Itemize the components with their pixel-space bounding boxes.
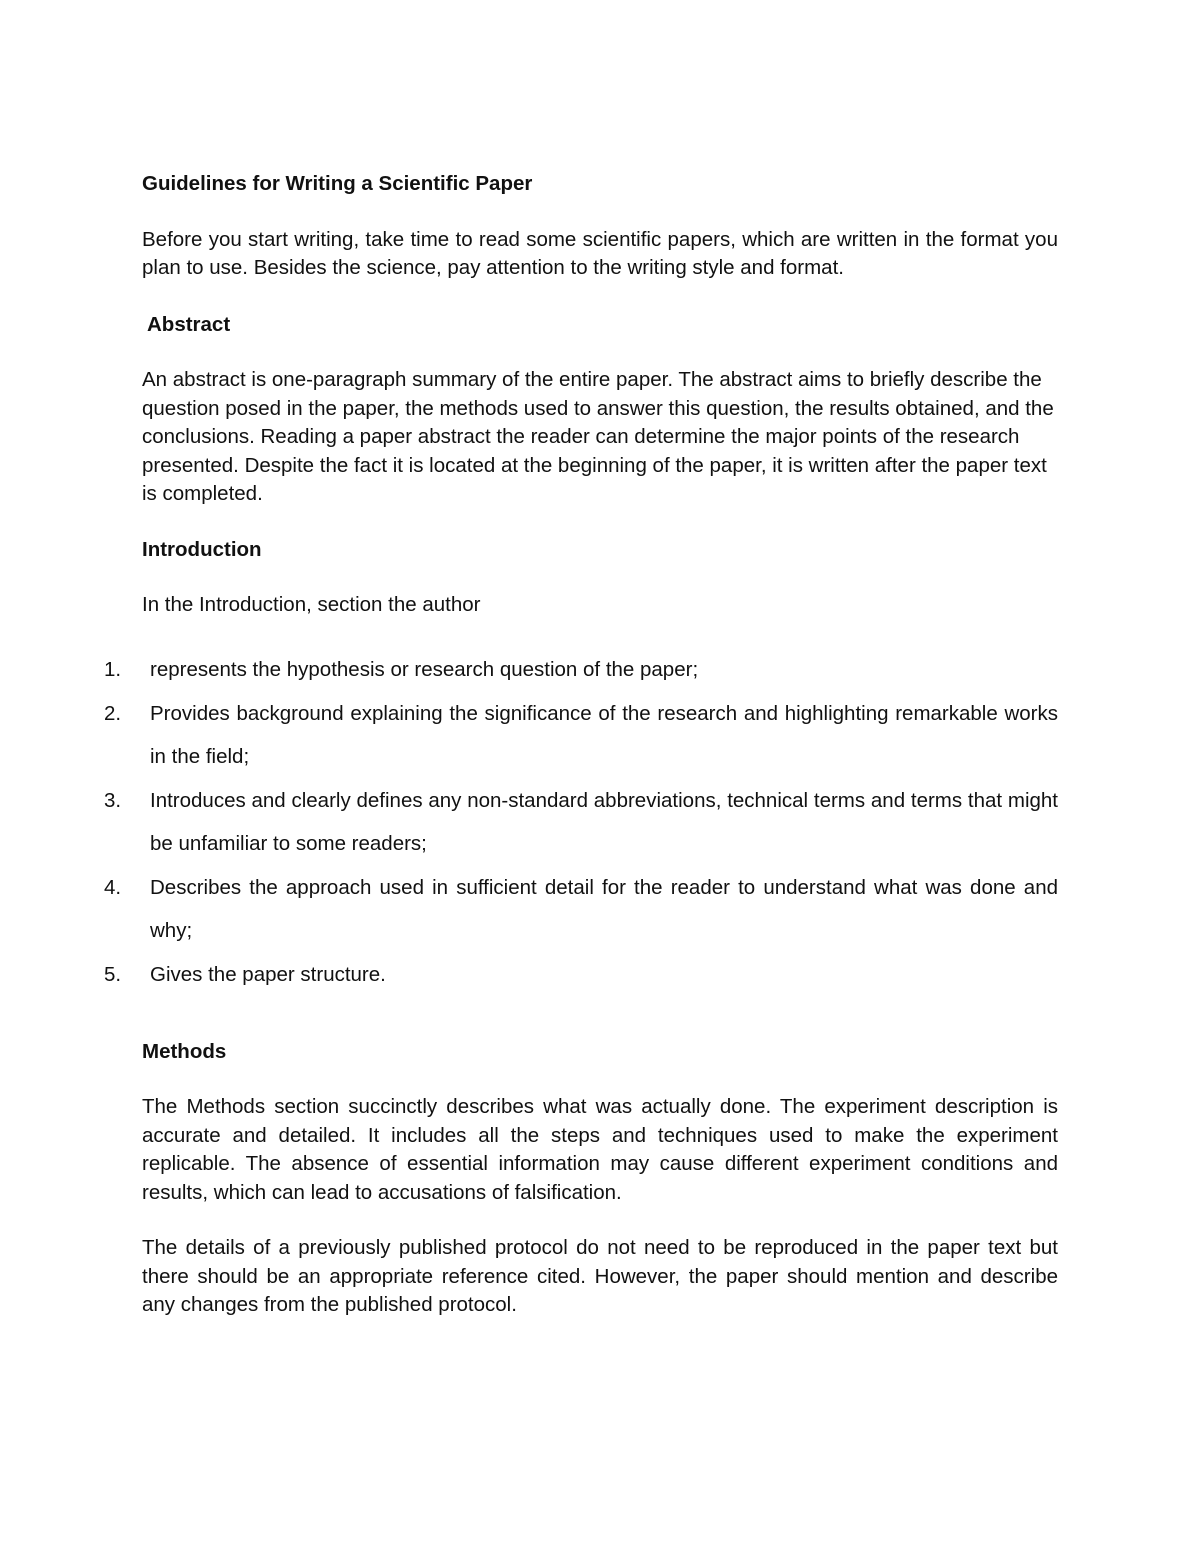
- introduction-lead: In the Introduction, section the author: [142, 593, 481, 616]
- list-item: [104, 779, 1058, 865]
- list-item-number: 1.: [104, 657, 122, 681]
- list-item-number: 2.: [104, 701, 122, 725]
- methods-paragraph-1: The Methods section succinctly describes what was actually done. The experiment description is accurate and detailed. It includes all the steps and techniques used to make the experiment replicable. The absence of essential information may cause different experiment conditions and results, which can lead to accusations of falsification.: [142, 1095, 1058, 1204]
- list-item-number: 3.: [104, 788, 122, 812]
- methods-paragraph-2: The details of a previously published protocol do not need to be reproduced in the paper text but there should be an appropriate reference cited. However, the paper should mention and describe any changes from the published protocol.: [142, 1236, 1058, 1316]
- document-body: [104, 170, 1058, 1320]
- list-item: [104, 692, 1058, 778]
- list-item-number: 4.: [104, 875, 122, 899]
- document-title: Guidelines for Writing a Scientific Paper: [142, 172, 533, 195]
- list-item: [104, 953, 1058, 996]
- list-item: [104, 866, 1058, 952]
- list-item-number: 5.: [104, 962, 122, 986]
- list-item-text: Gives the paper structure.: [150, 962, 386, 986]
- list-item-text: Describes the approach used in sufficient detail for the reader to understand what was done and why;: [150, 875, 1058, 942]
- introduction-heading: Introduction: [142, 537, 262, 561]
- list-item: [104, 648, 1058, 691]
- abstract-heading: Abstract: [147, 312, 231, 336]
- list-item-text: Provides background explaining the significance of the research and highlighting remarkable works in the field;: [150, 701, 1058, 768]
- intro-paragraph: Before you start writing, take time to read some scientific papers, which are written in the format you plan to use. Besides the science, pay attention to the writing style and format.: [142, 227, 1058, 279]
- list-item-text: represents the hypothesis or research question of the paper;: [150, 657, 699, 681]
- list-item-text: Introduces and clearly defines any non-standard abbreviations, technical terms and terms that might be unfamiliar to some readers;: [150, 788, 1058, 855]
- methods-heading: Methods: [142, 1039, 227, 1063]
- introduction-list: [104, 648, 1058, 996]
- abstract-paragraph: An abstract is one-paragraph summary of the entire paper. The abstract aims to briefly describe the question posed in the paper, the methods used to answer this question, the results obtained, and the conclusions. Reading a paper abstract the reader can determine the major points of the research presented. Despite the fact it is located at the beginning of the paper, it is written after the paper text is completed.: [142, 368, 1054, 505]
